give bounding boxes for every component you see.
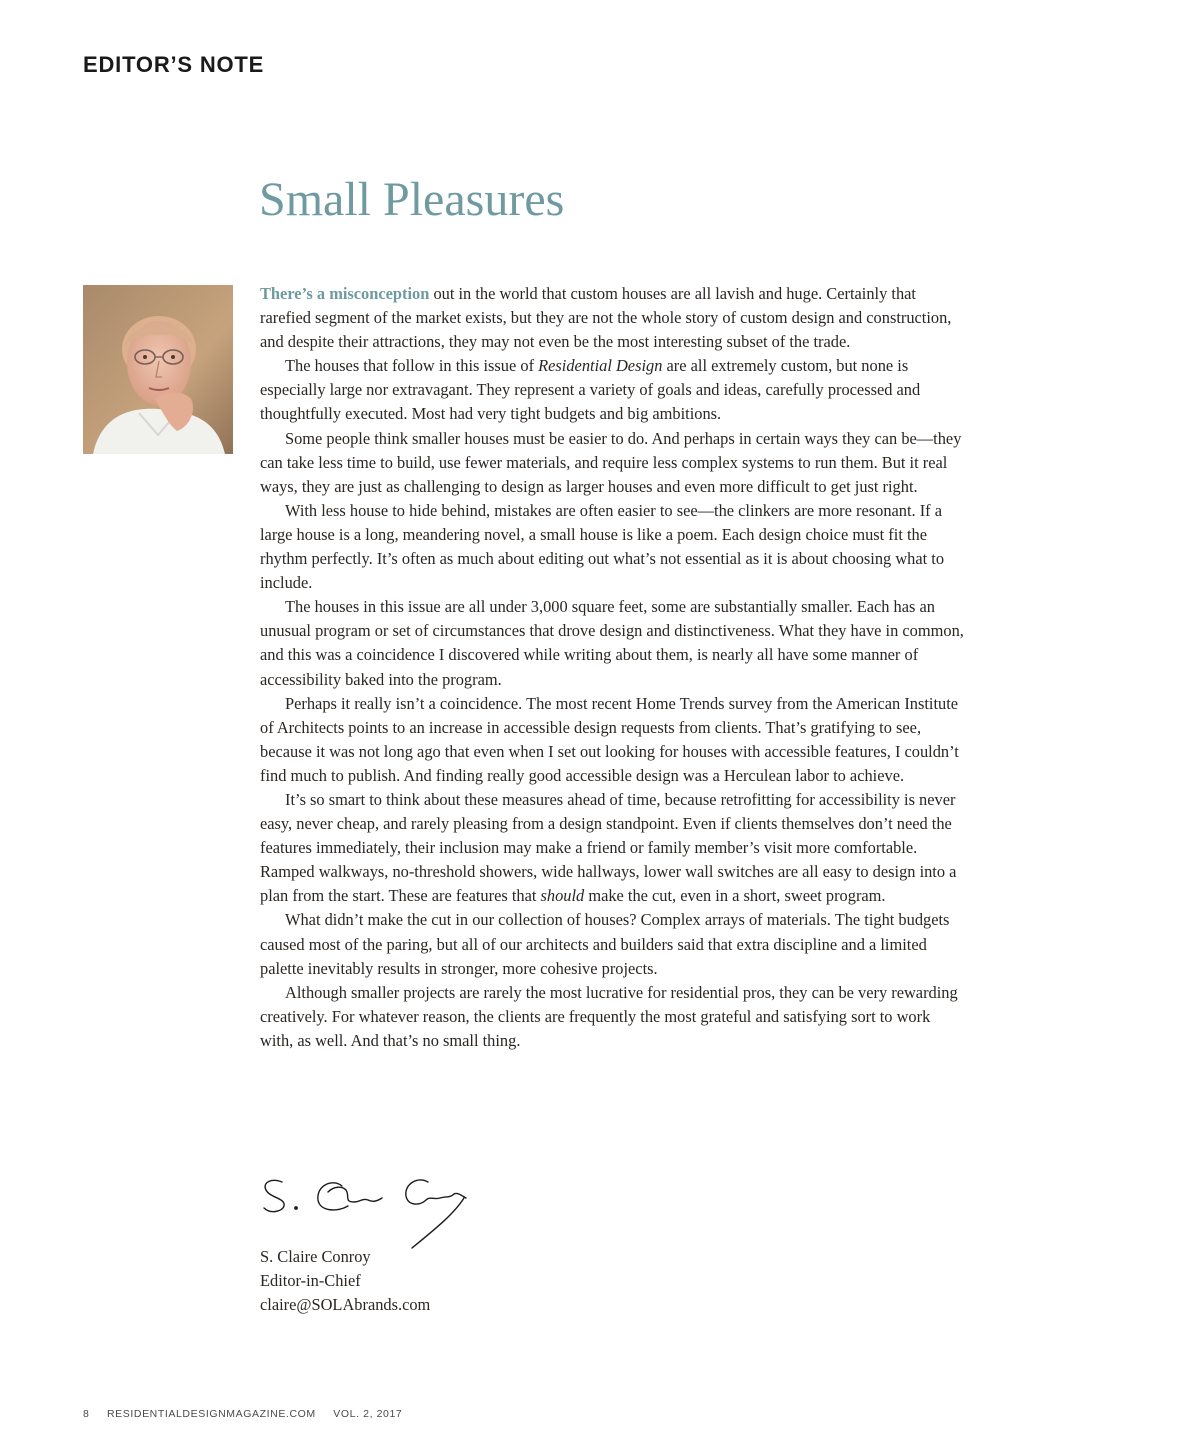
editor-portrait bbox=[83, 285, 233, 454]
paragraph-6: Perhaps it really isn’t a coincidence. The most recent Home Trends survey from the American Institute of Architects points to an increase in accessible design requests from clients. That’s gratifying to see, because it was not long ago that even when I set out looking for houses with accessible features, I couldn’t find much to publish. And finding really good accessible design was a Herculean labor to achieve. bbox=[260, 693, 959, 785]
editor-name: S. Claire Conroy bbox=[260, 1247, 371, 1266]
signoff bbox=[260, 1245, 430, 1317]
page-footer bbox=[83, 1408, 416, 1420]
lead-in: There’s a misconception bbox=[260, 284, 430, 303]
paragraph-7 bbox=[260, 788, 965, 908]
issue-label: VOL. 2, 2017 bbox=[333, 1408, 403, 1420]
paragraph-2 bbox=[260, 354, 965, 426]
emphasis: should bbox=[540, 886, 585, 906]
section-label: EDITOR’S NOTE bbox=[83, 52, 265, 77]
magazine-website[interactable]: RESIDENTIALDESIGNMAGAZINE.COM bbox=[106, 1408, 316, 1420]
paragraph-4: With less house to hide behind, mistakes are often easier to see—the clinkers are more resonant. If a large house is a long, meandering novel, a small house is like a poem. Each design choice must fit the rhythm perfectly. It’s often as much about editing out what’s not essential as it is about choosing what to include. bbox=[260, 500, 945, 593]
paragraph-text: The houses that follow in this issue of bbox=[285, 356, 539, 376]
paragraph-text: make the cut, even in a short, sweet program. bbox=[584, 886, 886, 906]
paragraph-text: are all extremely custom, but none is especially large nor extravagant. They represent a variety of goals and ideas, carefully processed and thoughtfully executed. Most had very tight budgets and big ambitions. bbox=[260, 356, 921, 424]
paragraph-text: out in the world that custom houses are all lavish and huge. Certainly that rarefied segment of the market exists, but they are not the whole story of custom design and construction, and despite their attractions, they may not even be the most interesting subset of the trade. bbox=[260, 284, 952, 352]
page-number: 8 bbox=[83, 1408, 90, 1420]
paragraph-5: The houses in this issue are all under 3,000 square feet, some are substantially smaller. Each has an unusual program or set of circumstances that drove design and distinctiveness. What they have in common, and this was a coincidence I discovered while writing about them, is nearly all have some manner of accessibility baked into the program. bbox=[260, 597, 964, 689]
article-body bbox=[260, 282, 965, 1053]
paragraph-1 bbox=[260, 282, 965, 354]
editor-role: Editor-in-Chief bbox=[260, 1271, 361, 1291]
magazine-name: Residential Design bbox=[538, 356, 663, 376]
editor-email[interactable]: claire@SOLAbrands.com bbox=[260, 1295, 431, 1315]
paragraph-8: What didn’t make the cut in our collection of houses? Complex arrays of materials. The tight budgets caused most of the paring, but all of our architects and builders said that extra discipline and a limited palette inevitably results in stronger, more cohesive projects. bbox=[260, 910, 950, 978]
article-title: Small Pleasures bbox=[259, 173, 565, 226]
paragraph-3: Some people think smaller houses must be easier to do. And perhaps in certain ways they can be—they can take less time to build, use fewer materials, and require less complex systems to run them. But it real ways, they are just as challenging to design as larger houses and even more difficult to get just right. bbox=[260, 428, 962, 496]
handwritten-signature bbox=[258, 1168, 478, 1254]
paragraph-9: Although smaller projects are rarely the most lucrative for residential pros, they can be very rewarding creatively. For whatever reason, the clients are frequently the most grateful and satisfying sort to work with, as well. And that’s no small thing. bbox=[260, 982, 958, 1050]
paragraph-text: It’s so smart to think about these measures ahead of time, because retrofitting for accessibility is never easy, never cheap, and rarely pleasing from a design standpoint. Even if clients themselves don’t need the features immediately, their inclusion may make a friend or family member’s visit more comfortable. Ramped walkways, no-threshold showers, wide hallways, lower wall switches are all easy to design into a plan from the start. These are features that bbox=[260, 789, 957, 906]
